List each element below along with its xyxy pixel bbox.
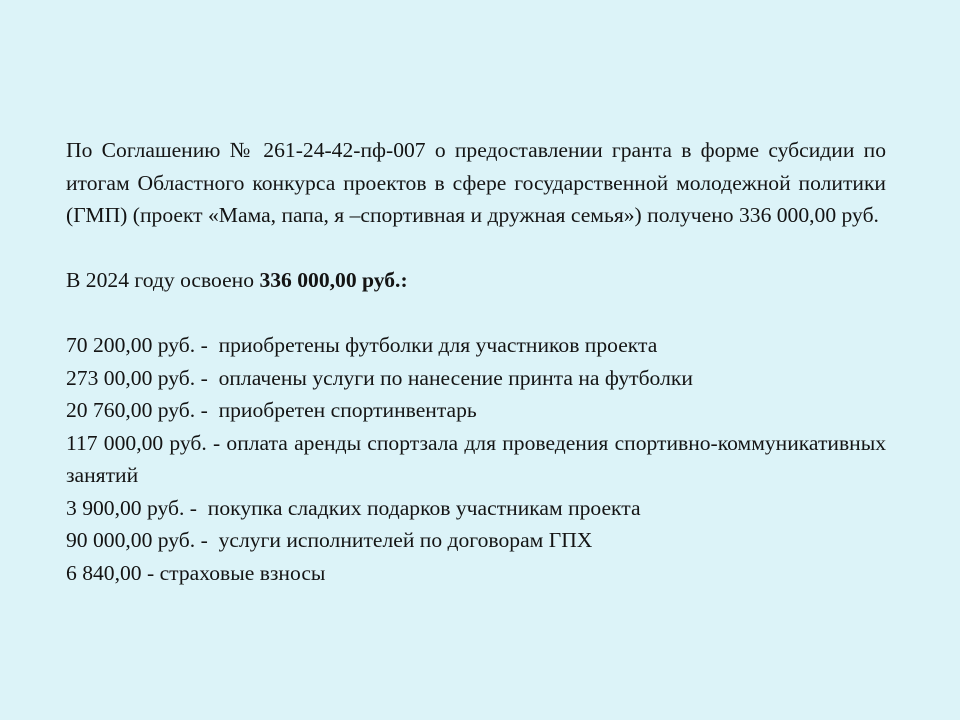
- expense-item: [66, 394, 886, 427]
- expense-amount: 117 000,00 руб. -: [66, 430, 227, 455]
- expense-item: [66, 524, 886, 557]
- expense-description: покупка сладких подарков участникам проекта: [207, 495, 641, 520]
- expense-amount: 273 00,00 руб. -: [66, 365, 219, 390]
- expense-description: оплачены услуги по нанесение принта на футболки: [218, 365, 693, 390]
- summary-amount: 336 000,00 руб.:: [259, 268, 408, 292]
- expense-description: страховые взносы: [159, 560, 326, 585]
- expense-item: [66, 427, 886, 492]
- expense-description: приобретен спортинвентарь: [218, 398, 477, 422]
- expense-description: услуги исполнителей по договорам ГПХ: [218, 528, 593, 552]
- expense-item: [66, 557, 886, 590]
- expense-description: оплата аренды спортзала для проведения спортивно-коммуникативных занятий: [66, 430, 887, 487]
- slide-content: [66, 134, 886, 589]
- expense-description: приобретены футболки для участников проекта: [218, 333, 658, 357]
- expense-amount: 3 900,00 руб. -: [66, 495, 208, 520]
- expense-item: [66, 492, 886, 525]
- spacer: [66, 297, 886, 330]
- expense-amount: 6 840,00 -: [66, 560, 160, 585]
- summary-line: [66, 264, 886, 297]
- summary-text: В 2024 году освоено: [66, 268, 260, 292]
- expense-list: [66, 329, 886, 589]
- expense-amount: 70 200,00 руб. -: [66, 333, 219, 357]
- expense-item: [66, 329, 886, 362]
- expense-amount: 20 760,00 руб. -: [66, 398, 219, 422]
- expense-item: [66, 362, 886, 395]
- grant-intro-paragraph: По Соглашению № 261-24-42-пф-007 о предоставлении гранта в форме субсидии по итогам Областного конкурса проектов в сфере государственной молодежной политики (ГМП) (проект «Мама, папа, я –спортивная и дружная семья») получено 336 000,00 руб.: [66, 138, 886, 227]
- expense-amount: 90 000,00 руб. -: [66, 528, 219, 552]
- spacer: [66, 232, 886, 265]
